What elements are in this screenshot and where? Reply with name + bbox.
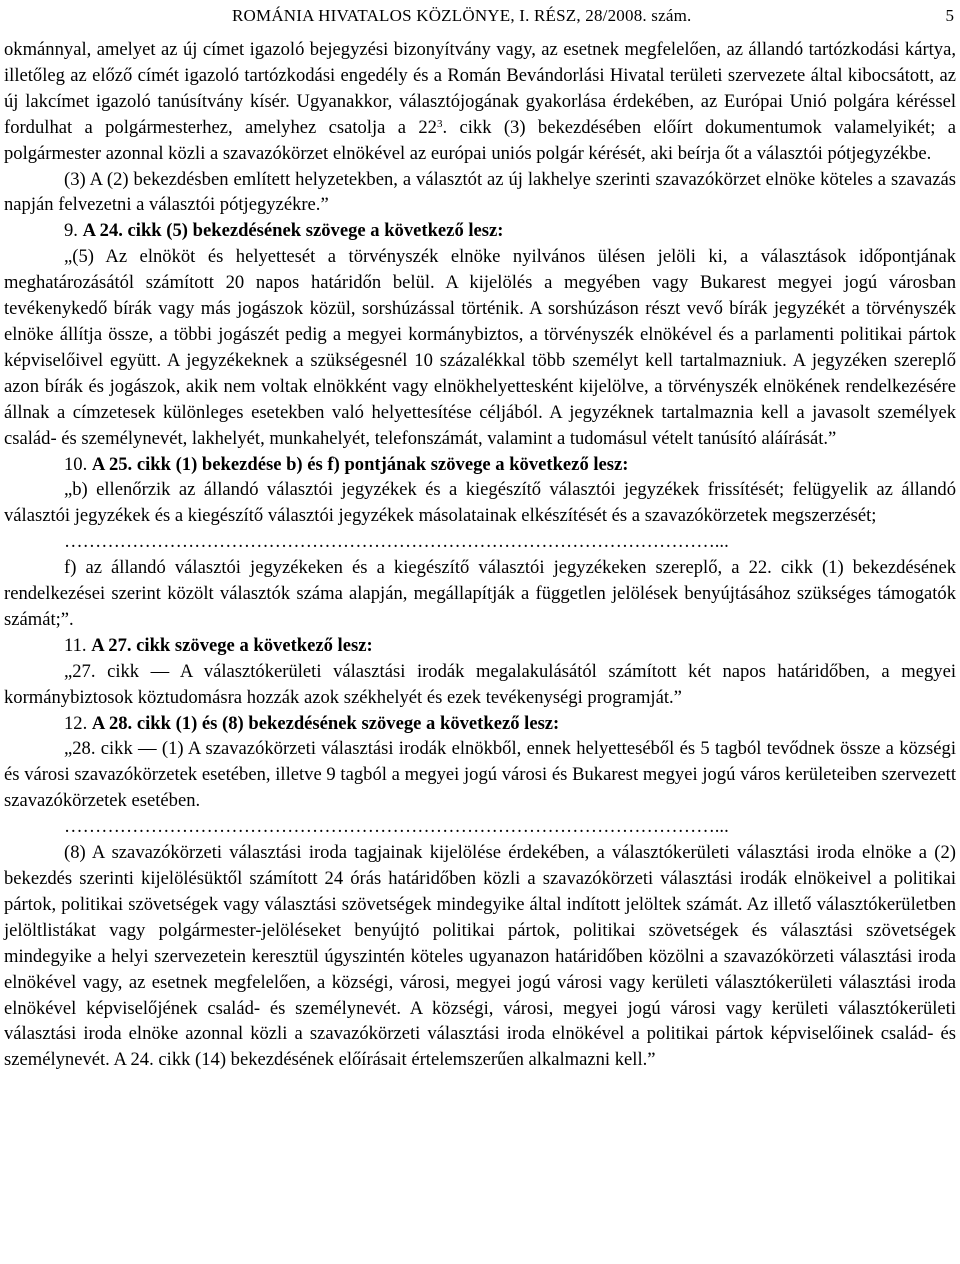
- paragraph-point-b: „b) ellenőrzik az állandó választói jegyzékek és a kiegészítő választói jegyzékek frissítését; felügyelik az állandó választói jegyzékek és a kiegészítő választói jegyzékek másolatainak elkészítését és a szavazókörzetek megszerzését;: [4, 479, 956, 527]
- section-heading-10: [4, 452, 956, 478]
- section-heading-12: [4, 711, 956, 737]
- paragraph-text: okmánnyal, amelyet az új címet igazoló bejegyzési bizonyítvány vagy, az esetnek megfelelően, az állandó tartózkodási kártya, illetőleg az előző címét igazoló tartózkodási engedély és a Román Bevándorlási Hivatal területi szervezete által kibocsátott, az új lakcímet igazoló tanúsítvány kísér. Ugyanakkor, választójogának gyakorlása érdekében, az Európai Unió polgára kéréssel fordulhat a polgármesterhez, amelyhez csatolja a 22: [4, 39, 956, 138]
- paragraph-text: . cikk (3) bekezdésében előírt dokumentumok valamelyikét; a polgármester azonnal közli a szavazókörzet elnökével az európai uniós polgár kérését, aki beírja őt a választói pótjegyzékbe.: [4, 116, 956, 164]
- section-number: 12.: [64, 712, 88, 734]
- ellipsis-separator: ……………………………………………………………………………………………...: [64, 531, 729, 553]
- paragraph-article-24: „(5) Az elnököt és helyettesét a törvényszék elnöke nyilvános ülésen jelöli ki, a választások időpontjának meghatározásától számított 20 napos határidőn belül. A kijelölés a megyében vagy Bukarest megyei jogú városban tevékenykedő bírák vagy más jogászok közül, sorshúzással történik. A sorshúzáson részt vevő bírák jegyzékét a törvényszék elnöke állítja össze, a többi jogászét pedig a megyei kormánybiztos, a törvényszék elnökével és a parlamenti politikai pártok képviselőivel együtt. A jegyzékeknek a szükségesnél 10 százalékkal több személyt kell tartalmazniuk. A jegyzéken szereplő azon bírák és jogászok, akik nem voltak elnökként vagy elnökhelyettesként kijelölve, a törvényszék elnökének rendelkezésére állnak a címzetesek különleges esetekben való helyettesítése céljából. A jegyzéknek tartalmaznia kell a javasolt személyek család- és személynevét, lakhelyét, munkahelyét, telefonszámát, valamint a tudomásul vételt tanúsító aláírását.”: [4, 246, 956, 449]
- section-title: A 24. cikk (5) bekezdésének szövege a következő lesz:: [82, 220, 504, 242]
- paragraph-continuation: [4, 37, 956, 167]
- paragraph-article-27: „27. cikk — A választókerületi választási irodák megalakulásától számított két napos határidőben, a megyei kormánybiztosok köztudomásra hozzák azok székhelyét és ezek tevékenységi programját.”: [4, 660, 956, 708]
- paragraph-point-f: f) az állandó választói jegyzékeken és a kiegészítő választói jegyzékeken szereplő, a 22. cikk (1) bekezdésének rendelkezései szerint közölt választók száma alapján, megállapítják a független jelölések benyújtásához szükséges támogatók számát;”.: [4, 557, 956, 630]
- section-number: 10.: [64, 453, 88, 475]
- page-header: [0, 6, 960, 30]
- section-heading-11: [4, 633, 956, 659]
- section-title: A 27. cikk szövege a következő lesz:: [91, 634, 373, 656]
- section-title: A 25. cikk (1) bekezdése b) és f) pontjának szövege a következő lesz:: [91, 453, 629, 475]
- paragraph-article-28-8: (8) A szavazókörzeti választási iroda tagjainak kijelölése érdekében, a választókerületi választási iroda elnöke a (2) bekezdés szerinti kijelölésüktől számított 24 órás határidőben közli a szavazókörzeti választási irodák elnökeivel a politikai pártok, politikai szövetségek vagy választási szövetségek mindegyike által indított jelöltek számát. Az illető választókerületben jelöltlistákat vagy polgármester-jelöléseket benyújtó politikai pártok, politikai szövetségek és választási szövetségek mindegyike a helyi szervezetein keresztül úgyszintén köteles ugyanazon határidőben közölni a szavazókörzeti választási iroda elnökével vagy, az esetnek megfelelően, a községi, városi, megyei jogú városi vagy kerületi választókerületi választási iroda elnökével képviselőjének család- és személynevét. A községi, városi, megyei jogú városi vagy kerületi választókerületi választási iroda elnöke azonnal közli a szavazókörzeti választási iroda elnökével a politikai pártok képviselőinek család- és személynevét. A 24. cikk (14) bekezdésének előírásait értelemszerűen alkalmazni kell.”: [4, 842, 956, 1071]
- section-title: A 28. cikk (1) és (8) bekezdésének szövege a következő lesz:: [91, 712, 560, 734]
- section-number: 11.: [64, 634, 87, 656]
- article-superscript: 3: [436, 117, 443, 130]
- document-body: [4, 37, 956, 1073]
- section-number: 9.: [64, 220, 78, 242]
- paragraph-3: (3) A (2) bekezdésben említett helyzetekben, a választót az új lakhelye szerinti szavazókörzet elnöke köteles a szavazás napján felvezetni a választói pótjegyzékre.”: [4, 168, 956, 216]
- running-head: ROMÁNIA HIVATALOS KÖZLÖNYE, I. RÉSZ, 28/2008. szám.: [232, 6, 692, 25]
- ellipsis-separator: ……………………………………………………………………………………………...: [64, 816, 729, 838]
- page-number: 5: [945, 6, 954, 25]
- paragraph-article-28-1: „28. cikk — (1) A szavazókörzeti választási irodák elnökből, ennek helyetteséből és 5 tagból tevődnek össze a községi és városi szavazókörzetek esetében, illetve 9 tagból a megyei jogú városi és Bukarest megyei jogú város kerületeiben szervezett szavazókörzetek esetében.: [4, 738, 956, 812]
- section-heading-9: [4, 218, 956, 244]
